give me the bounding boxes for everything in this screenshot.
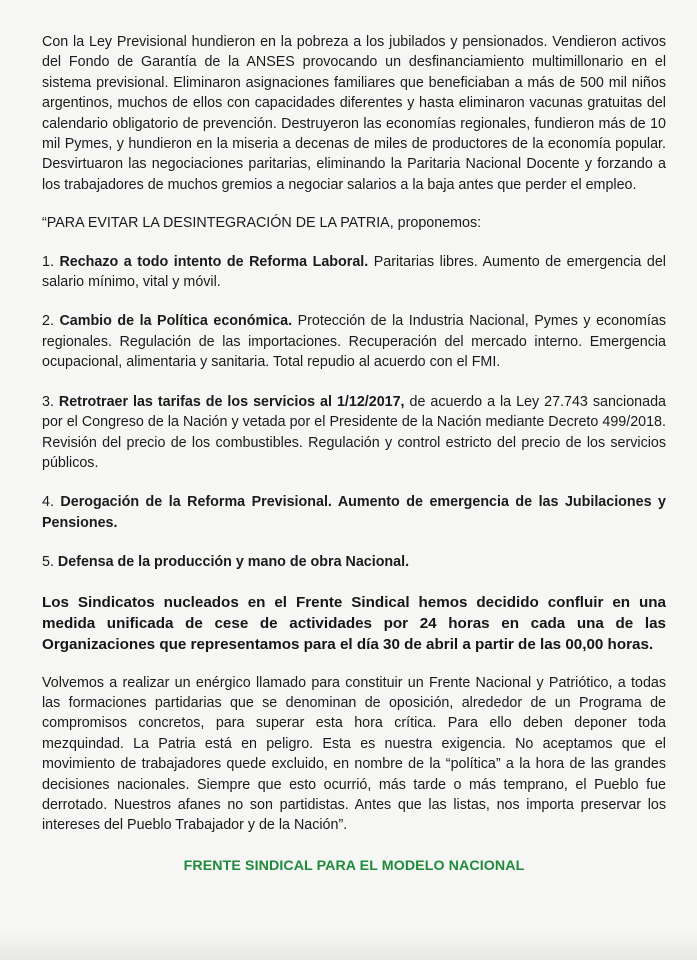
proposal-number: 5. [42,554,58,571]
lead-paragraph: Con la Ley Previsional hundieron en la pobreza a los jubilados y pensionados. Vendieron activos del Fondo de Garantía de la ANSES provocando un desfinanciamiento multimillonario en el sistema previsional. Eliminaron asignaciones familiares que beneficiaban a más de 500 mil niños argentinos, muchos de ellos con capacidades diferentes y hasta eliminaron vacunas gratuitas del calendario obligatorio de prevención. Destruyeron las economías regionales, fundieron más de 10 mil Pymes, y hundieron en la miseria a decenas de miles de productores de la economía popular. Desvirtuaron las negociaciones paritarias, eliminando la Paritaria Nacional Docente y forzando a los trabajadores de muchos gremios a negociar salarios a la baja antes que perder el empleo. [42,34,666,193]
proposal-body: de acuerdo a la Ley 27.743 sancionada por el Congreso de la Nación y vetada por el Presidente de la Nación mediante Decreto 499/2018. Revisión del precio de los combustibles. Regulación y control estricto del precio de los servicios públicos. [42,393,666,471]
proposal-title: Derogación de la Reforma Previsional. Aumento de emergencia de las Jubilaciones y Pensiones. [42,494,666,531]
proposal-number: 4. [42,494,61,511]
proposal-title: Defensa de la producción y mano de obra Nacional. [57,554,410,571]
proposal-title: Retrotraer las tarifas de los servicios al 1/12/2017, [58,393,405,410]
proposal-number: 3. [42,393,59,410]
closing-paragraph: Volvemos a realizar un enérgico llamado para constituir un Frente Nacional y Patriótico, a todas las formaciones partidarias que se denominan de oposición, alrededor de un Programa de compromisos concretos, para superar esta hora crítica. Para ello deben deponer toda mezquindad. La Patria está en peligro. Esta es nuestra exigencia. No aceptamos que el movimiento de trabajadores quede excluido, en nombre de la “política” a la hora de las grandes decisiones nacionales. Siempre que esto ocurrió, más tarde o más temprano, el Pueblo fue derrotado. Nuestros afanes no son partidistas. Antes que las listas, nos importa preservar los intereses del Pueblo Trabajador y de la Nación”. [42,674,666,834]
proposal-item-5 [42,552,666,572]
strike-announcement: Los Sindicatos nucleados en el Frente Sindical hemos decidido confluir en una medida unificada de cese de actividades por 24 horas en cada una de las Organizaciones que representamos para el día 30 de abril a partir de las 00,00 horas. [42,593,666,653]
proposal-item-3 [42,392,666,474]
proposal-body: Paritarias libres. Aumento de emergencia del salario mínimo, vital y móvil. [42,253,666,291]
proposal-number: 1. [42,253,60,270]
proposal-number: 2. [42,313,60,330]
proposal-item-4 [42,492,666,533]
proposal-item-1 [42,252,666,293]
proposal-body: Protección de la Industria Nacional, Pymes y economías regionales. Regulación de las importaciones. Recuperación del mercado interno. Emergencia ocupacional, alimentaria y sanitaria. Total repudio al acuerdo con el FMI. [42,313,667,371]
proposal-item-2 [42,311,666,372]
proposal-title: Rechazo a todo intento de Reforma Laboral. [59,253,369,270]
proposal-title: Cambio de la Política económica. [59,313,293,330]
signature: FRENTE SINDICAL PARA EL MODELO NACIONAL [183,857,525,874]
intro-call: “PARA EVITAR LA DESINTEGRACIÓN DE LA PATRIA, proponemos: [42,215,482,232]
